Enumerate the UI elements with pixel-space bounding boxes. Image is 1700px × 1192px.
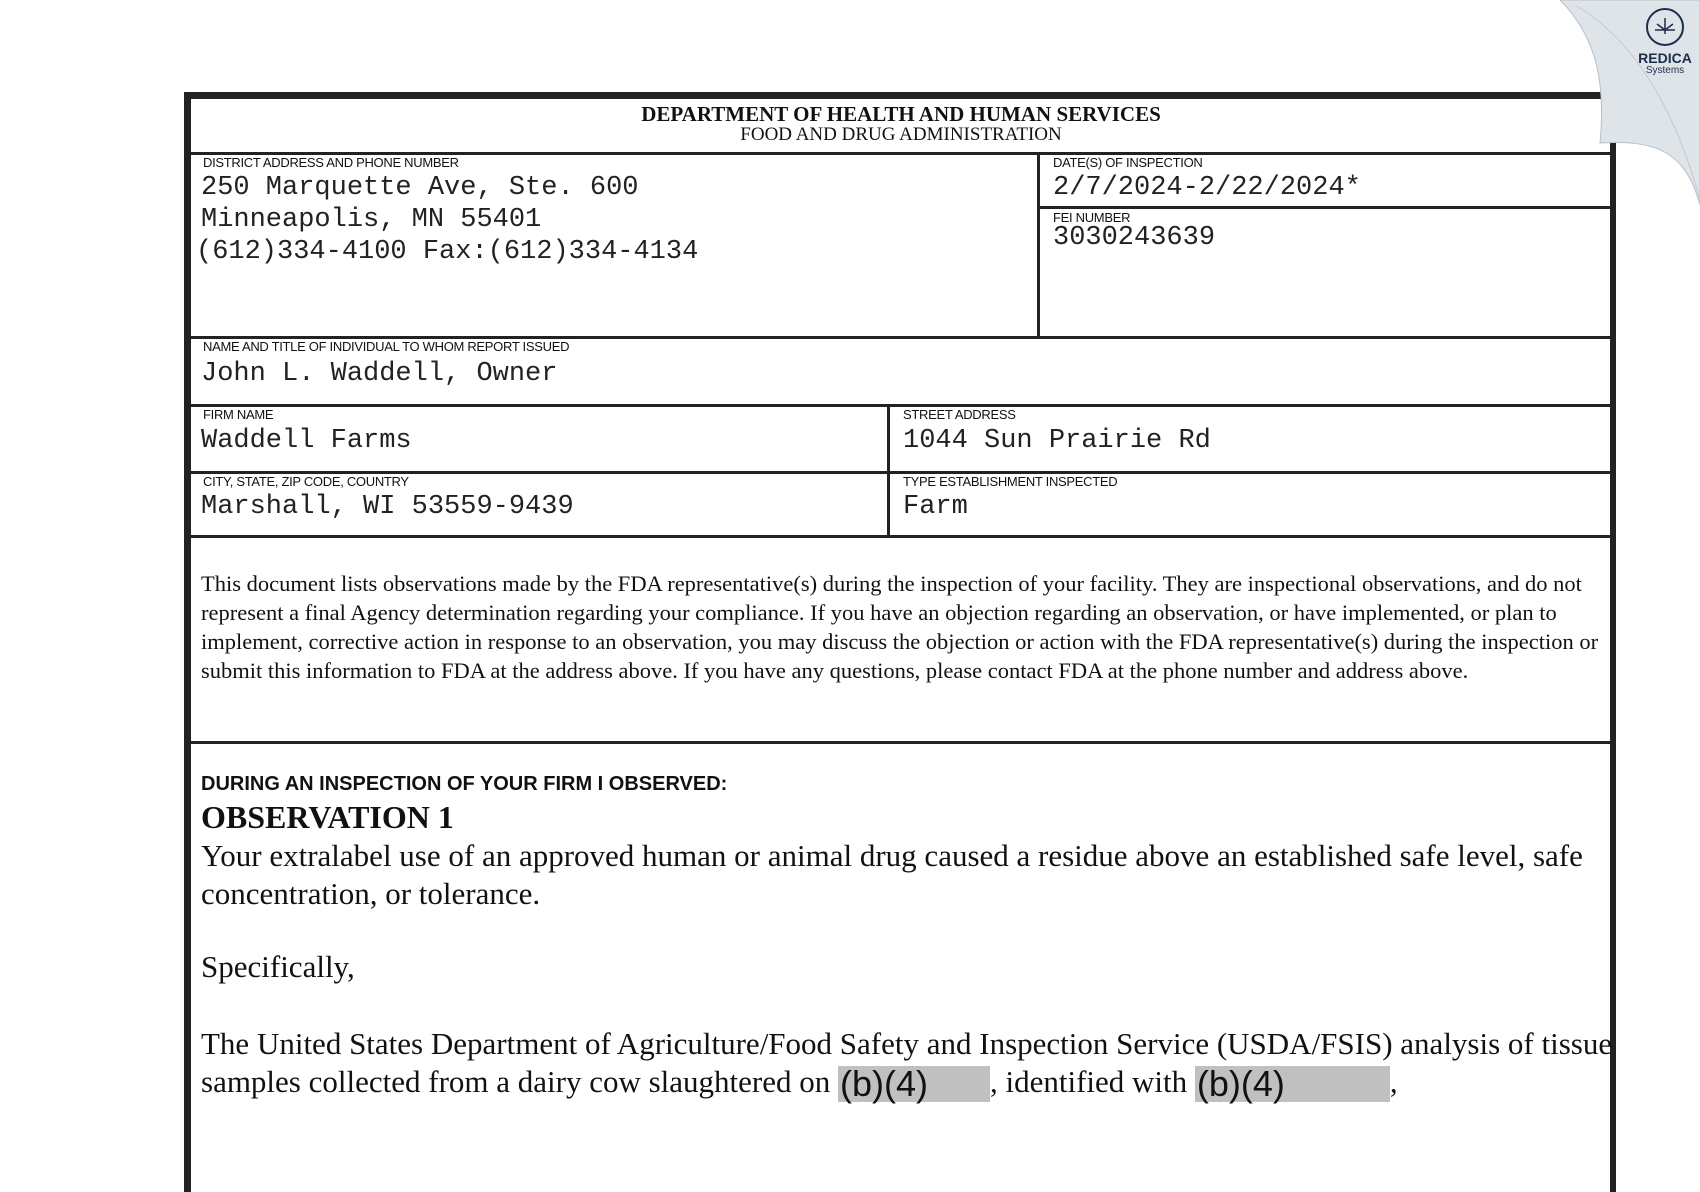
observed-heading: DURING AN INSPECTION OF YOUR FIRM I OBSERVED:	[201, 773, 728, 795]
header-subtitle: FOOD AND DRUG ADMINISTRATION	[740, 124, 1062, 145]
street-label: STREET ADDRESS	[903, 407, 1016, 422]
divider	[191, 535, 1611, 538]
fei-value: 3030243639	[1053, 223, 1216, 253]
para-text: The United States Department of Agriculture/Food Safety and Inspection Service (USDA/FSIS) analysis of tissue samples collected from a dairy cow slaughtered on	[201, 1026, 1613, 1099]
individual-value: John L. Waddell, Owner	[201, 359, 558, 389]
dates-value: 2/7/2024-2/22/2024*	[1053, 173, 1361, 203]
divider	[191, 741, 1611, 744]
header-title: DEPARTMENT OF HEALTH AND HUMAN SERVICES	[641, 102, 1161, 126]
redica-logo-corner	[1505, 0, 1700, 205]
individual-label: NAME AND TITLE OF INDIVIDUAL TO WHOM REPORT ISSUED	[203, 339, 570, 354]
logo-sub: Systems	[1645, 65, 1685, 76]
city-value: Marshall, WI 53559-9439	[201, 492, 574, 522]
district-label: DISTRICT ADDRESS AND PHONE NUMBER	[203, 155, 459, 170]
para-text: ,	[1389, 1064, 1398, 1099]
divider	[1037, 152, 1040, 339]
para-text: , identified with	[990, 1064, 1188, 1099]
district-line1: 250 Marquette Ave, Ste. 600	[201, 173, 639, 203]
type-label: TYPE ESTABLISHMENT INSPECTED	[903, 474, 1118, 489]
observation-paragraph	[201, 1025, 1616, 1102]
notice-text: This document lists observations made by the FDA representative(s) during the inspection of your facility. They are inspectional observations, and do not represent a final Agency determination regarding your compliance. If you have an objection regarding an observation, or have implemented, or plan to implement, corrective action in response to an observation, you may discuss the objection or action with the FDA representative(s) during the inspection or submit this information to FDA at the address above. If you have any questions, please contact FDA at the phone number and address above.	[201, 571, 1599, 683]
observation-text: Your extralabel use of an approved human or animal drug caused a residue above an established safe level, safe concentration, or tolerance.	[201, 838, 1583, 911]
redaction: (b)(4)	[1195, 1066, 1390, 1102]
district-line2: Minneapolis, MN 55401	[201, 205, 542, 235]
fda-483-form	[184, 92, 1616, 1192]
firm-label: FIRM NAME	[203, 407, 274, 422]
page-curl-icon	[1505, 0, 1700, 205]
divider	[191, 404, 1611, 407]
district-phone: (612)334-4100 Fax:(612)334-4134	[196, 237, 699, 267]
street-value: 1044 Sun Prairie Rd	[903, 426, 1211, 456]
dates-label: DATE(S) OF INSPECTION	[1053, 155, 1203, 170]
observation-title: OBSERVATION 1	[201, 799, 454, 835]
redaction: (b)(4)	[838, 1066, 990, 1102]
firm-value: Waddell Farms	[201, 426, 412, 456]
logo-name: REDICA	[1638, 50, 1692, 66]
specifically-text: Specifically,	[201, 949, 355, 984]
divider	[1037, 206, 1611, 209]
city-label: CITY, STATE, ZIP CODE, COUNTRY	[203, 474, 409, 489]
fei-label: FEI NUMBER	[1053, 210, 1131, 225]
type-value: Farm	[903, 492, 968, 522]
